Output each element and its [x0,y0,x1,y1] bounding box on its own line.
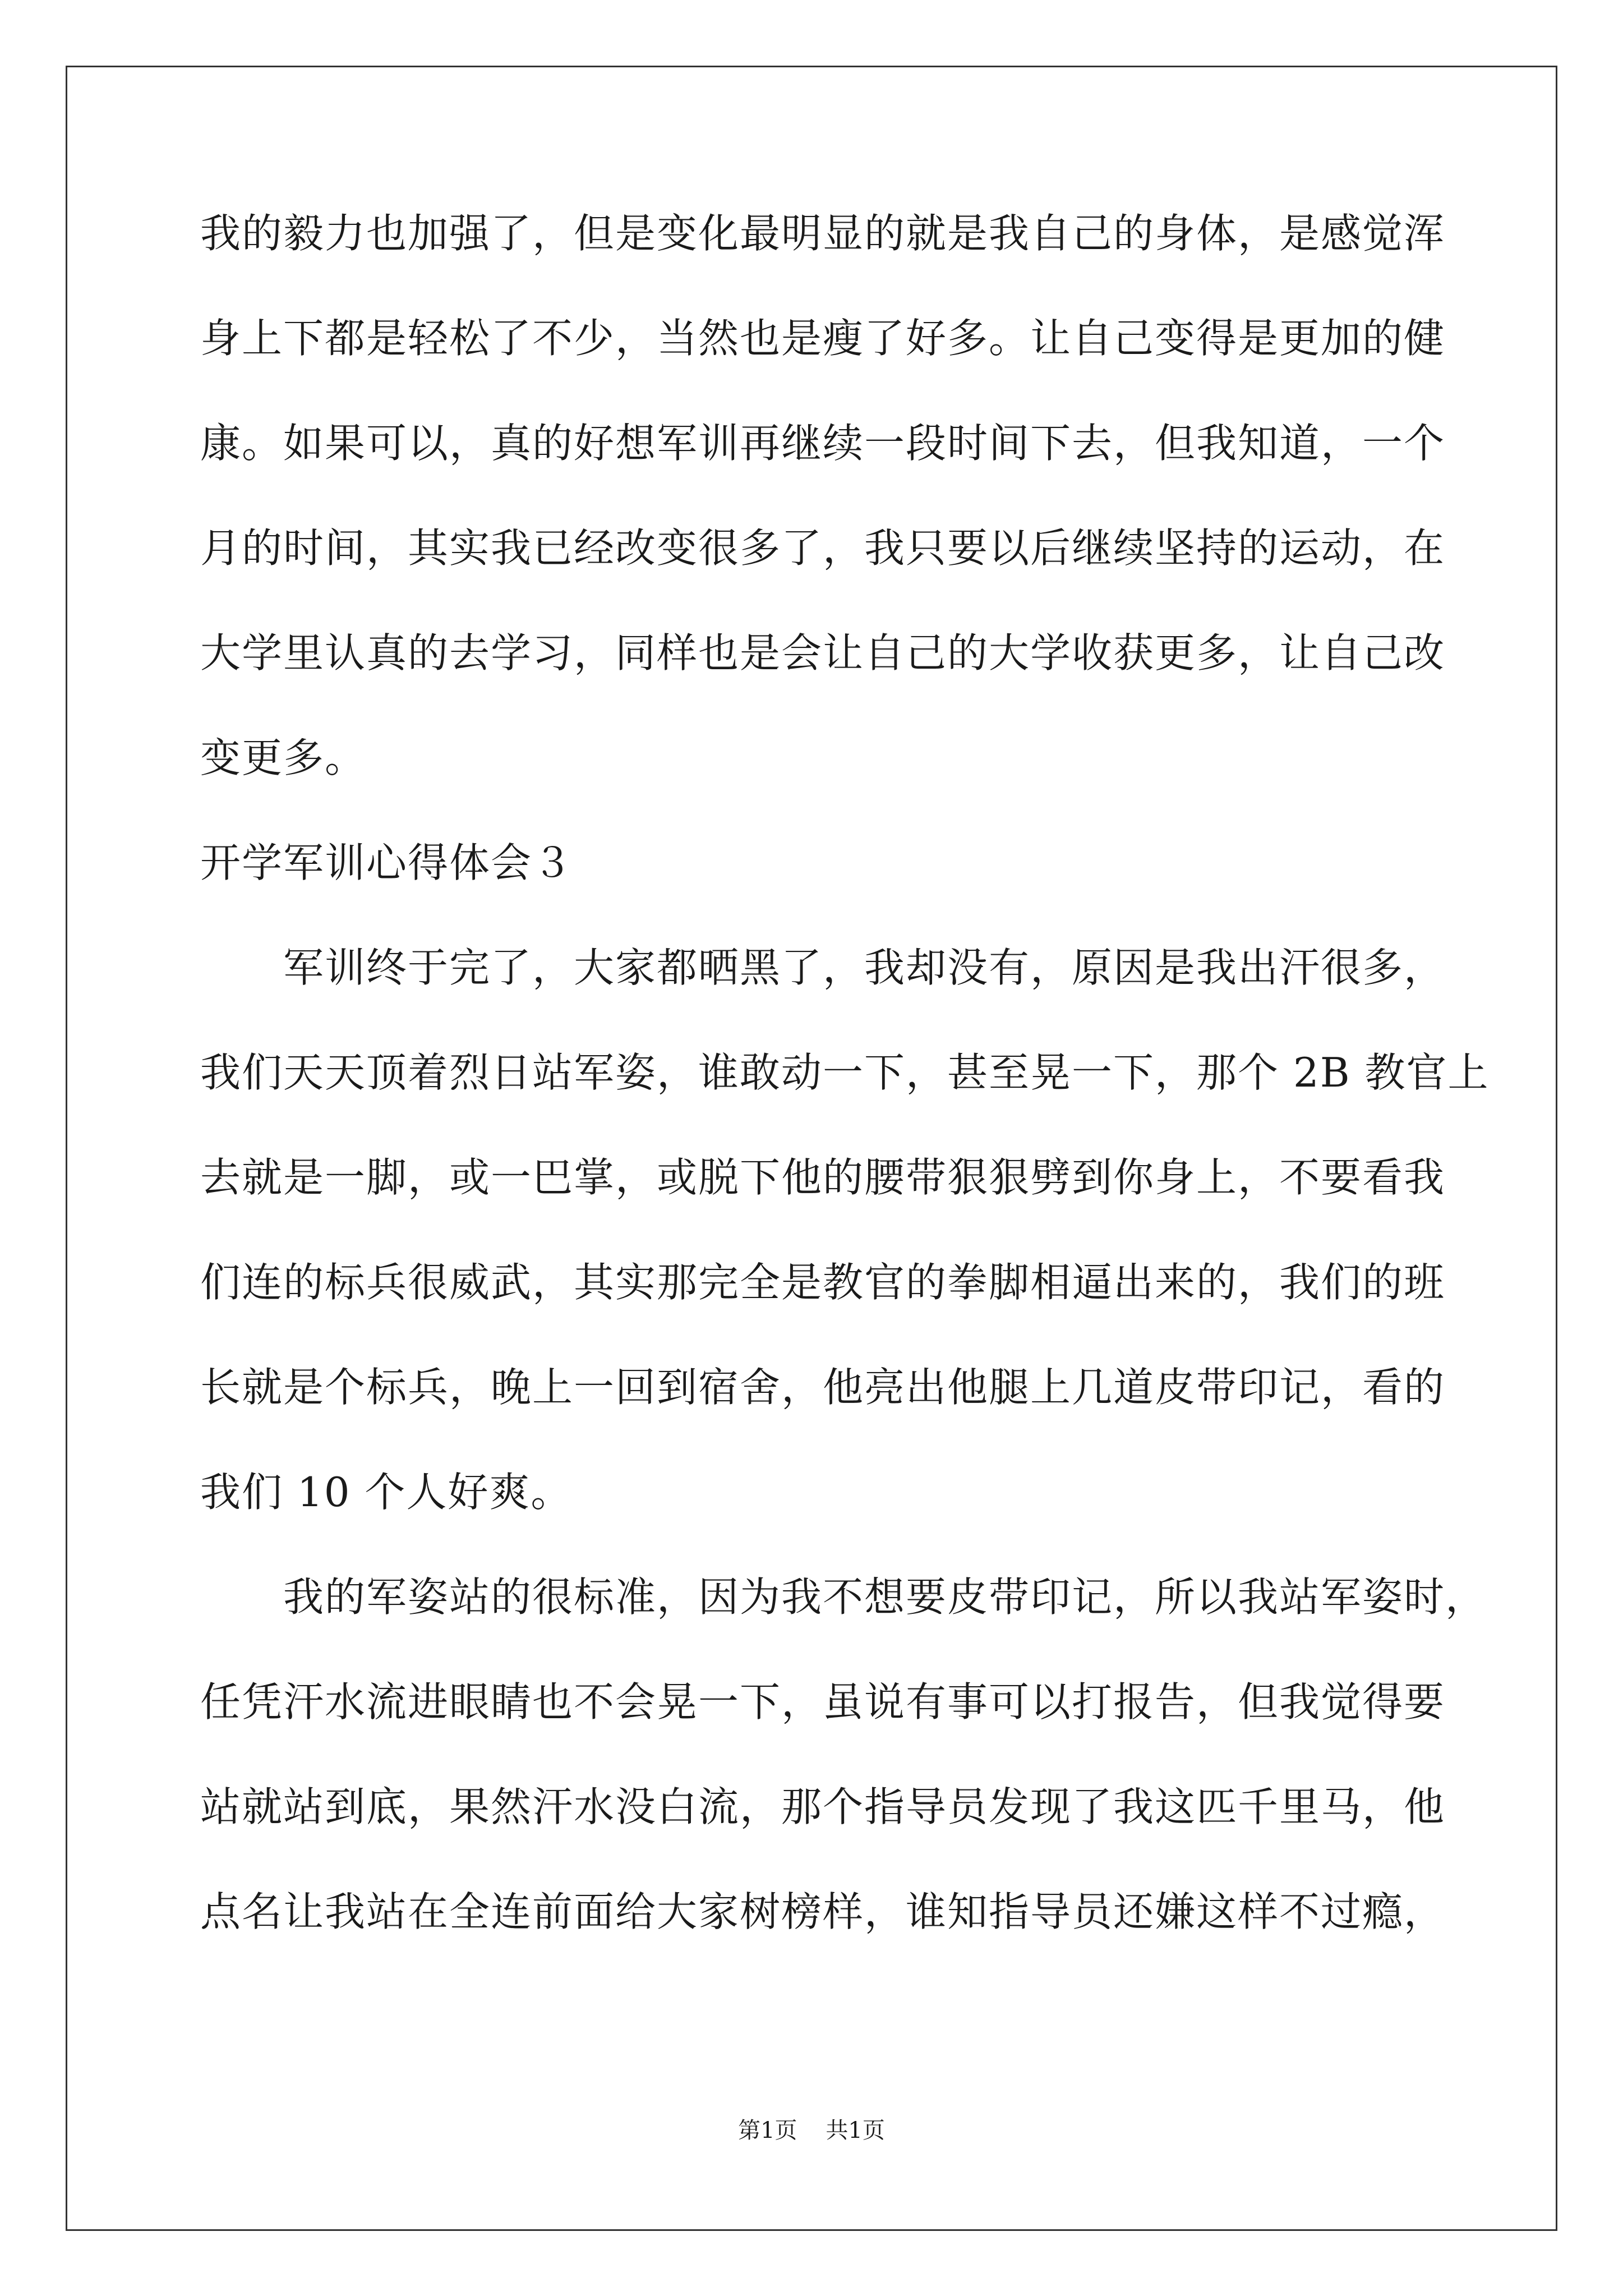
paragraph-line: 康。如果可以，真的好想军训再继续一段时间下去，但我知道，一个 [200,420,1446,467]
section-heading: 开学军训心得体会３ [200,839,574,886]
paragraph-line: 我的毅力也加强了，但是变化最明显的就是我自己的身体，是感觉浑 [200,210,1446,257]
paragraph-line: 身上下都是轻松了不少，当然也是瘦了好多。让自己变得是更加的健 [200,315,1446,362]
paragraph-line: 我的军姿站的很标准，因为我不想要皮带印记，所以我站军姿时， [283,1573,1487,1621]
paragraph-line: 我们天天顶着烈日站军姿，谁敢动一下，甚至晃一下，那个 2B 教官上 [200,1049,1490,1096]
paragraph-line: 军训终于完了，大家都晒黑了，我却没有，原因是我出汗很多， [283,944,1446,991]
paragraph-line: 长就是个标兵，晚上一回到宿舍，他亮出他腿上几道皮带印记，看的 [200,1364,1446,1411]
paragraph-line: 变更多。 [200,734,367,781]
paragraph-line: 我们 10 个人好爽。 [200,1469,573,1516]
page-number-footer: 第1页 共1页 [738,2118,885,2143]
paragraph-line: 月的时间，其实我已经改变很多了，我只要以后继续坚持的运动，在 [200,524,1446,572]
paragraph-line: 任凭汗水流进眼睛也不会晃一下，虽说有事可以打报告，但我觉得要 [200,1678,1446,1726]
paragraph-line: 去就是一脚，或一巴掌，或脱下他的腰带狠狠劈到你身上，不要看我 [200,1154,1446,1201]
paragraph-line: 站就站到底，果然汗水没白流，那个指导员发现了我这匹千里马，他 [200,1783,1446,1830]
paragraph-line: 点名让我站在全连前面给大家树榜样，谁知指导员还嫌这样不过瘾， [200,1888,1446,1935]
paragraph-line: 们连的标兵很威武，其实那完全是教官的拳脚相逼出来的，我们的班 [200,1259,1446,1306]
paragraph-line: 大学里认真的去学习，同样也是会让自己的大学收获更多，让自己改 [200,629,1446,677]
